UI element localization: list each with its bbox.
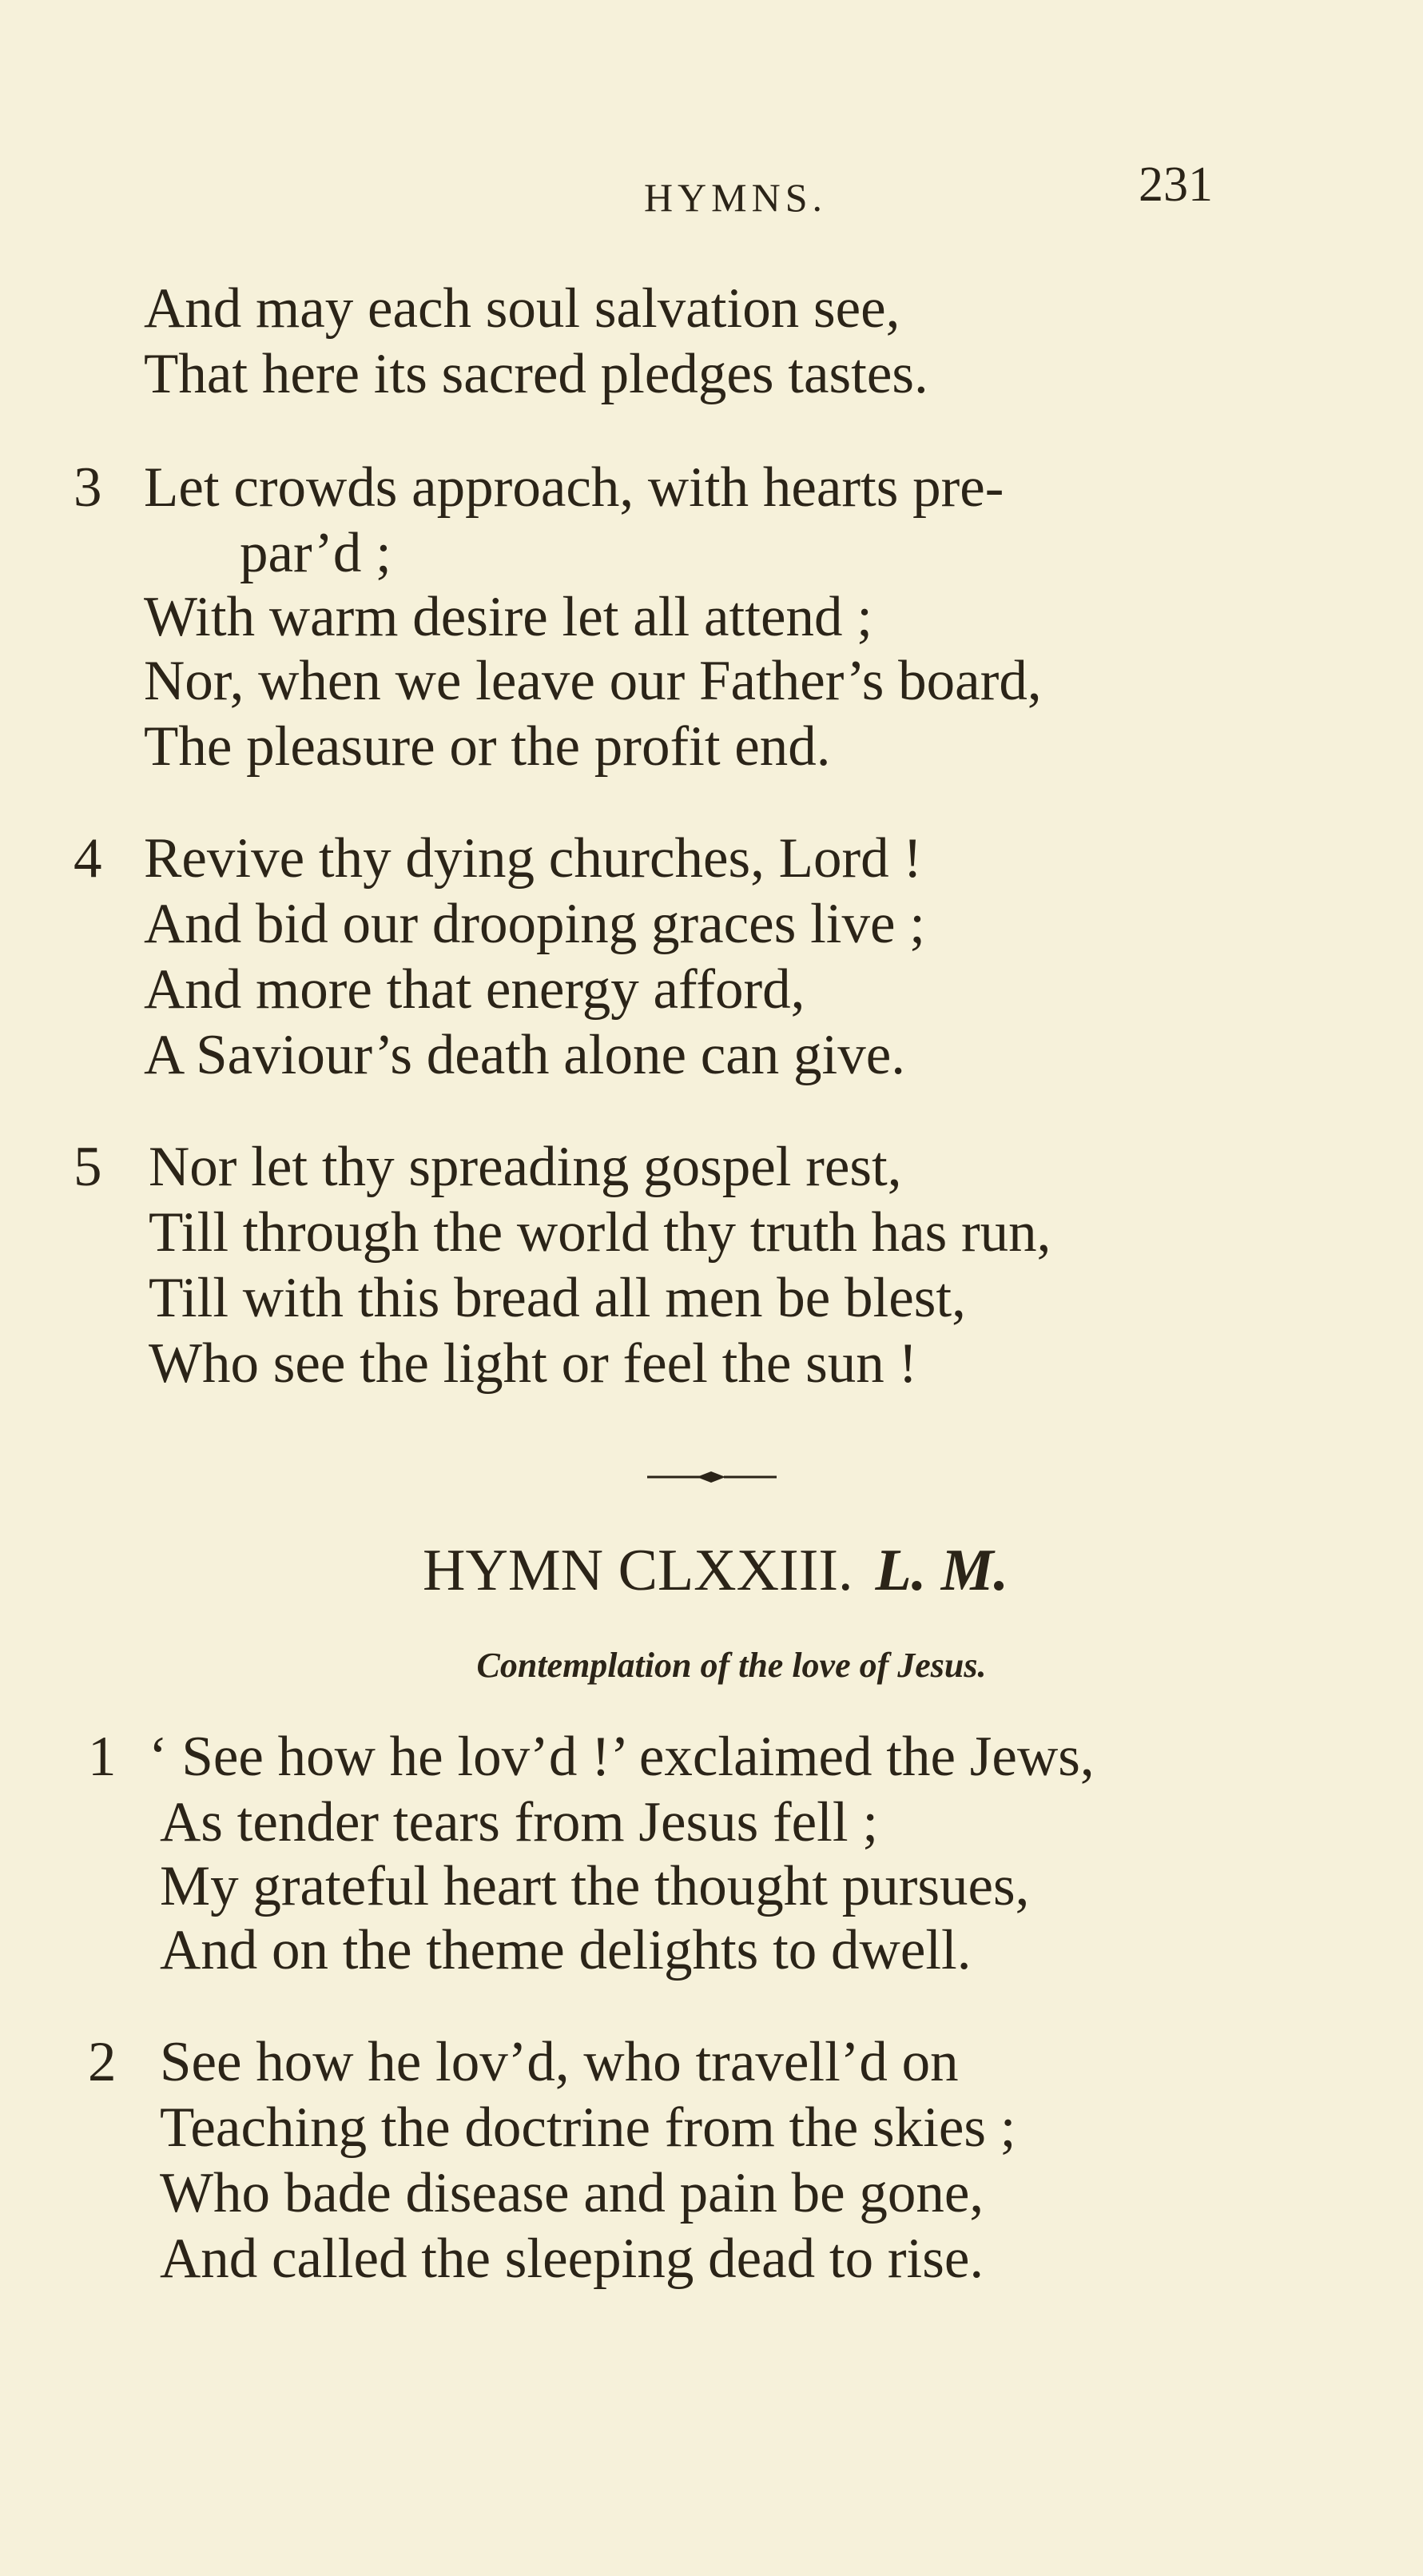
verse-line: The pleasure or the profit end. bbox=[144, 715, 831, 778]
verse-line: Nor, when we leave our Father’s board, bbox=[144, 650, 1042, 712]
verse-line: par’d ; bbox=[240, 522, 392, 584]
verse-line: And called the sleeping dead to rise. bbox=[160, 2228, 984, 2290]
stanza-number: 2 bbox=[88, 2031, 117, 2093]
verse-line: That here its sacred pledges tastes. bbox=[144, 343, 928, 405]
verse-line: Till with this bread all men be blest, bbox=[149, 1267, 966, 1329]
verse-line: Let crowds approach, with hearts pre- bbox=[144, 456, 1004, 519]
verse-line: Teaching the doctrine from the skies ; bbox=[160, 2096, 1016, 2159]
verse-line: And bid our drooping graces live ; bbox=[144, 893, 926, 955]
verse-line: Nor let thy spreading gospel rest, bbox=[149, 1136, 902, 1198]
stanza-number: 5 bbox=[74, 1136, 102, 1198]
verse-line: As tender tears from Jesus fell ; bbox=[160, 1791, 879, 1853]
page-number: 231 bbox=[1139, 157, 1213, 212]
stanza-number: 4 bbox=[74, 827, 102, 890]
verse-line: And may each soul salvation see, bbox=[144, 277, 900, 340]
hymn-title bbox=[0, 1539, 1423, 1603]
verse-line: Who see the light or feel the sun ! bbox=[149, 1332, 918, 1395]
verse-line: Who bade disease and pain be gone, bbox=[160, 2162, 984, 2224]
running-head: HYMNS. bbox=[643, 175, 828, 220]
verse-line: Till through the world thy truth has run, bbox=[149, 1201, 1051, 1264]
verse-line: See how he lov’d, who travell’d on bbox=[160, 2031, 959, 2093]
verse-line: With warm desire let all attend ; bbox=[144, 586, 872, 648]
stanza-number: 3 bbox=[74, 456, 102, 519]
hymn-subtitle: Contemplation of the love of Jesus. bbox=[476, 1646, 987, 1685]
verse-line: Revive thy dying churches, Lord ! bbox=[144, 827, 923, 890]
verse-line: And on the theme delights to dwell. bbox=[160, 1919, 972, 1981]
ornament-divider bbox=[647, 1469, 777, 1485]
verse-line: ‘ See how he lov’d !’ exclaimed the Jews, bbox=[149, 1726, 1095, 1788]
stanza-number: 1 bbox=[88, 1726, 117, 1788]
hymn-meter: L. M. bbox=[875, 1538, 1008, 1603]
verse-line: A Saviour’s death alone can give. bbox=[144, 1024, 905, 1086]
hymn-number: HYMN CLXXIII. bbox=[423, 1538, 853, 1603]
verse-line: My grateful heart the thought pursues, bbox=[160, 1855, 1030, 1917]
verse-line: And more that energy afford, bbox=[144, 958, 805, 1021]
